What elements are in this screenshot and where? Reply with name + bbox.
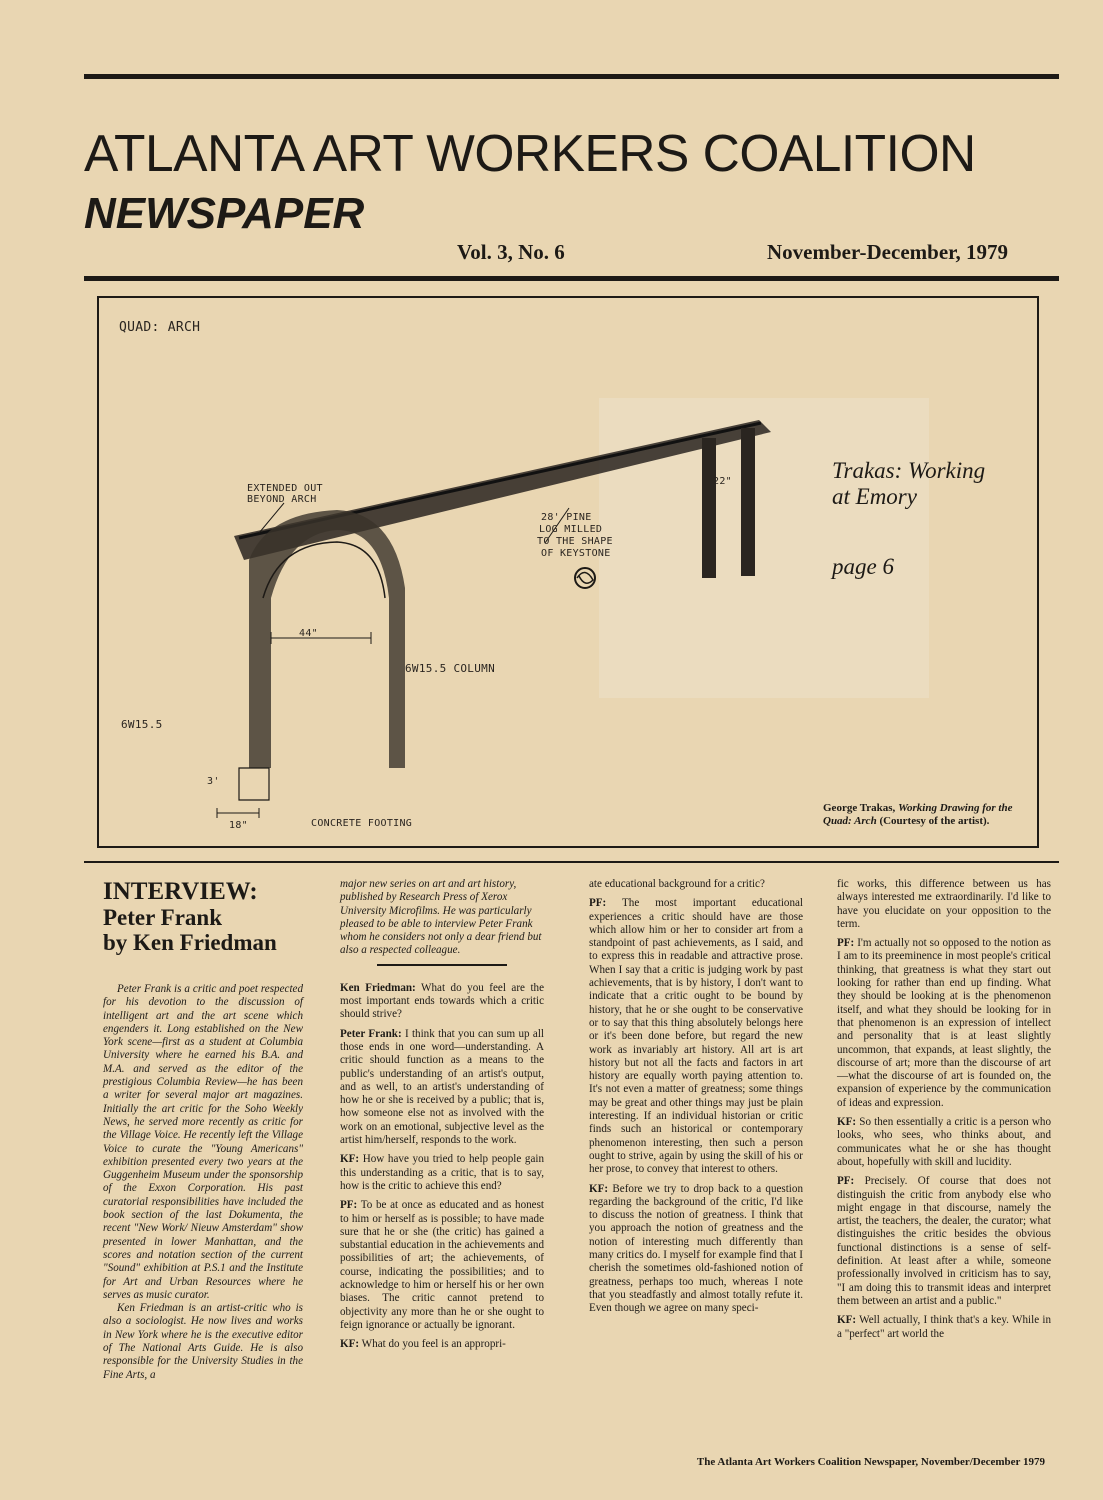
article-column-4 <box>837 878 1051 1347</box>
article-byline-2: by Ken Friedman <box>103 930 277 955</box>
article-column-3 <box>589 878 803 1322</box>
sketch-label-h: 3' <box>207 776 220 787</box>
sketch-label-pine-2: LOG MILLED <box>539 524 603 535</box>
paragraph-text: What do you feel are the most important ends towards which a critic should strive? <box>340 981 544 1021</box>
speaker: PF: <box>837 1175 855 1188</box>
column-2-paragraphs <box>340 982 544 1352</box>
speaker: KF: <box>340 1338 360 1351</box>
arch-sketch <box>99 298 1036 845</box>
intro-continued: major new series on art and art history, published by Research Press of Xerox University Microfilms. He was particularly pleased to be able to interview Peter Frank whom he considers not only a dear friend but also a respected colleague. <box>340 878 542 957</box>
sketch-label-extended-1: EXTENDED OUT <box>247 483 323 494</box>
paragraph-text: Well actually, I think that's a key. While in a "perfect" art world the <box>837 1314 1051 1340</box>
paragraph-text: The most important educational experiences a critic should have are those which allow him or her to consider art from a standpoint of past achievements, as I said, and to express this in readable and attractive prose. When I say that a critic is judging work by past achievements, that is by history, I don't want to indicate that a critic ought to be bound by history, that he or she ought to be conservative or to say that this thing absolutely belongs here or it's been done before, but regard the new work as invariably art history. All art is art history but not all the facts and factors in art history are equally worth paying attention to. It's not even a matter of greatness; some things may be great and other things may just be plain interesting. If an individual historian or critic finds such an historical or contemporary phenomenon interesting, then such a person ought to strive, again by using the skill of his or her prose, to convey that interest to others. <box>589 897 803 1176</box>
masthead-top-rule <box>84 74 1059 79</box>
article-column-1 <box>103 878 303 1382</box>
sketch-label-beam: 6W15.5 <box>121 718 163 731</box>
paragraph-text: Precisely. Of course that does not distinguish the critic from anybody else who might engage in that discourse, namely the artist, the teachers, the dealer, the curator; what distinguishes the critic besides the obvious functional distinctions is a sense of self-definition. At least after a while, someone professionally involved in criticism has to say, "I am doing this to transmit ideas and interpret them between an artist and a public." <box>837 1175 1051 1307</box>
sketch-label-quad: QUAD: ARCH <box>119 320 201 335</box>
speaker: KF: <box>837 1116 857 1129</box>
sketch-label-footing-w: 18" <box>229 820 248 831</box>
paragraph-text: So then essentially a critic is a person who looks, who sees, who thinks about, and communicates what he or she has thought about, hopefully with skill and lucidity. <box>837 1116 1051 1168</box>
paragraph <box>340 1338 544 1351</box>
paragraph-text: I'm actually not so opposed to the notion as I am to its preeminence in most people's critical thinking, that greatness is what they start out looking for rather than end up finding. What they should be looking at is the phenomenon itself, and what they should be looking for in that phenomenon is an expression of intellect and personality that is at least slightly uncommon, that expands, at least slightly, the discourse of art; more than the discourse of art—what the discourse of art is founded on, the expansion of experience by the communication of ideas and expression. <box>837 937 1051 1109</box>
section-rule <box>84 861 1059 863</box>
paragraph <box>589 897 803 1176</box>
issue-volume: Vol. 3, No. 6 <box>457 240 565 264</box>
paragraph <box>837 1116 1051 1169</box>
figure-caption <box>823 802 1028 828</box>
paragraph <box>589 1183 803 1316</box>
paragraph <box>340 1153 544 1193</box>
footing-box <box>239 768 269 800</box>
article-headline: INTERVIEW: <box>103 878 258 905</box>
figure-note-title-2: at Emory <box>832 484 917 509</box>
speaker: KF: <box>340 1153 360 1166</box>
caption-title: Working Drawing for the Quad: Arch <box>823 802 1013 827</box>
arch-outer <box>249 510 405 768</box>
speaker: PF: <box>340 1199 358 1212</box>
paragraph <box>340 1199 544 1332</box>
figure-note-page: page 6 <box>832 554 894 579</box>
paragraph <box>837 1314 1051 1341</box>
issue-date: November-December, 1979 <box>767 240 1009 264</box>
speaker: KF: <box>589 1182 609 1195</box>
sketch-label-footing: CONCRETE FOOTING <box>311 818 413 829</box>
sketch-label-column: 6W15.5 COLUMN <box>405 662 495 675</box>
speaker: PF: <box>589 897 607 910</box>
article-column-2 <box>340 878 544 1358</box>
intro-divider <box>377 964 507 966</box>
figure-note-title-1: Trakas: Working <box>832 458 986 483</box>
width-dimension <box>271 632 371 644</box>
paragraph <box>837 1175 1051 1308</box>
speaker: Peter Frank: <box>340 1027 402 1040</box>
caption-name: George Trakas, <box>823 802 896 814</box>
masthead-bottom-rule <box>84 276 1059 281</box>
sketch-label-extended-2: BEYOND ARCH <box>247 494 317 505</box>
paragraph <box>340 982 544 1022</box>
caption-credit: (Courtesy of the artist). <box>879 815 990 827</box>
page-footer: The Atlanta Art Workers Coalition Newspaper, November/December 1979 <box>696 1456 1045 1468</box>
sketch-label-pine-4: OF KEYSTONE <box>541 548 611 559</box>
right-column-2 <box>741 428 755 576</box>
sketch-label-pine-3: TO THE SHAPE <box>537 536 613 547</box>
speaker: Ken Friedman: <box>340 981 416 994</box>
paragraph-text: How have you tried to help people gain this understanding as a critic, that is to say, how is the critic to achieve this end? <box>340 1153 544 1192</box>
sketch-label-width: 44" <box>299 628 318 639</box>
keystone-scribble <box>577 572 593 583</box>
masthead-subtitle: NEWSPAPER <box>84 189 365 238</box>
paragraph-text: What do you feel is an appropri- <box>359 1338 506 1351</box>
paragraph <box>837 937 1051 1110</box>
right-column <box>702 438 716 578</box>
sketch-label-top: 22" <box>713 476 732 487</box>
paragraph-continued: fic works, this difference between us has always interested me extraordinarily. I'd like to have you elucidate on your opposition to the term. <box>837 878 1051 930</box>
speaker: KF: <box>837 1314 857 1327</box>
intro-peter-frank: Peter Frank is a critic and poet respected for his devotion to the discussion of intelligent art and the art scene which engenders it. Long established on the New York scene—first as a student at Columbia University where he earned his B.A. and M.A. and served as the editor of the prestigious Columbia Review—he has been a writer for several major art magazines. Initially the art critic for the Soho Weekly News, he served more recently as critic for the Village Voice. He recently left the Village Voice to curate the "Young Americans" exhibition presented every two years at the Guggenheim Museum under the sponsorship of the Exxon Corporation. His past curatorial responsibilities have included the book section of the last Dokumenta, the recent "New Work/ Nieuw Amsterdam" show presented in lower Manhattan, and the scores and notation section of the current "Sound" exhibition at P.S.1 and the Institute for Art and Urban Resources where he serves as music curator. <box>103 983 303 1301</box>
photo-tone-area <box>599 398 929 698</box>
paragraph-text: I think that you can sum up all those ends in one word—understanding. A critic should function as a means to the public's understanding of an artist's output, and as well, to an artist's understanding of how he or she is received by a public; that is, how someone else not as involved with the work on an emotional, subjective level as the artist him/herself, responds to the work. <box>340 1027 544 1147</box>
paragraph-continued: ate educational background for a critic? <box>589 878 765 890</box>
figure-frame <box>97 296 1039 848</box>
sketch-label-pine-1: 28' PINE <box>541 512 592 523</box>
paragraph-text: To be at once as educated and as honest to him or herself as is possible; to have made sure that he or she (the critic) has gained a substantial education in the achievements and possibilities of art; the achievements, of course, indicating the possibilities; and to acknowledge to him or herself his or her own biases. The critic cannot pretend to objectivity any more than he or she ought to feign ignorance or actually be ignorant. <box>340 1199 544 1331</box>
paragraph <box>340 1028 544 1148</box>
intro-ken-friedman: Ken Friedman is an artist-critic who is also a sociologist. He now lives and works in New York where he is the executive editor of The National Arts Guide. He is also responsible for the University Studies in the Fine Arts, a <box>103 1302 303 1381</box>
article-byline-1: Peter Frank <box>103 905 223 930</box>
paragraph-text: Before we try to drop back to a question regarding the background of the critic, I'd like to discuss the notion of greatness. I think that you approach the notion of greatness and the notion of interesting much differently than many critics do. I myself for example find that I cherish the sometimes old-fashioned notion of greatness, perhaps too much, whereas I note that you steadfastly and almost totally refute it. Even though we agree on many speci- <box>589 1182 803 1315</box>
masthead-title: ATLANTA ART WORKERS COALITION <box>84 124 976 182</box>
speaker: PF: <box>837 937 855 950</box>
footing-dimension <box>217 808 259 818</box>
